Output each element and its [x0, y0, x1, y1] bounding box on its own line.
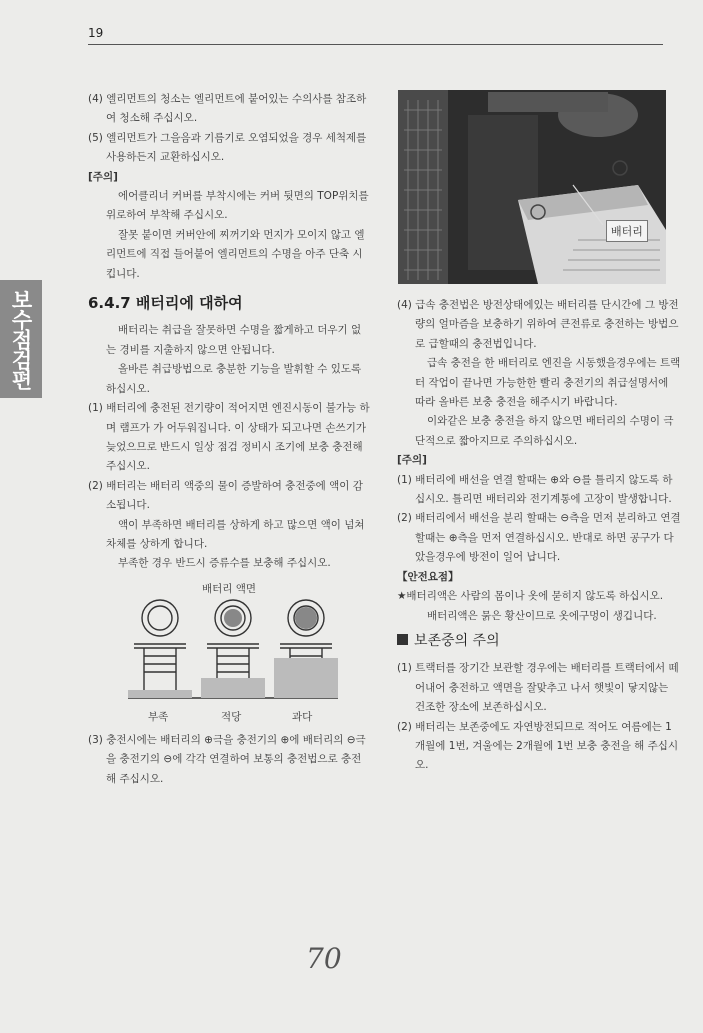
section2-title [397, 632, 681, 651]
para-2b: 액이 부족하면 배터리를 상하게 하고 많으면 액이 넘쳐 차체를 상하게 합니다. [106, 518, 365, 550]
note-text-1: 에어클리너 커버를 부착시에는 커버 뒷면의 TOP위치를 위로하여 부착해 주십시오. [106, 190, 369, 222]
battery-level-diagram [88, 580, 370, 725]
para-4c: 이와같은 보충 충전을 하지 않으면 배터리의 수명이 극단적으로 짧아지므로 주의하십시오. [415, 415, 674, 447]
note-label: [주의] [88, 170, 118, 183]
header-rule [88, 44, 663, 45]
safety-item-1: ★배터리액은 사람의 몸이나 옷에 묻히지 않도록 하십시오. [397, 590, 664, 603]
note-text-2: 잘못 붙이면 커버안에 찌꺼기와 먼지가 모이지 않고 엘리먼트에 직접 들어붙어 엘리먼트의 수명을 아주 단축 시킵니다. [106, 228, 365, 280]
keep-item-1: (1) 트랙터를 장기간 보관할 경우에는 배터리를 트랙터에서 떼어내어 충전하고 액면을 잘맞추고 나서 햇빛이 닿지않는 건조한 장소에 보존하십시오. [397, 662, 679, 714]
label-proper: 적당 [221, 710, 242, 723]
para-1: (1) 배터리에 충전된 전기량이 적어지면 엔진시동이 불가능 하며 램프가 가 어두워집니다. 이 상태가 되고나면 손쓰기가 늦었으므로 반드시 일상 점검 정비시 조기에 보충 충전해 주십시오. [88, 402, 370, 473]
battery-photo-image [398, 90, 666, 284]
para-2: (2) 배터리는 배터리 액중의 물이 증발하여 충전중에 액이 감소됩니다. [88, 479, 363, 512]
para-4b: 급속 충전을 한 배터리로 엔진을 시동했을경우에는 트랙터 작업이 끝나면 가능한한 빨리 충전기의 취급설명서에 따라 올바른 보충 충전을 해주시기 바랍니다. [415, 357, 681, 409]
page-number: 19 [88, 26, 104, 40]
safety-item-1b: 배터리액은 묽은 황산이므로 옷에구멍이 생깁니다. [427, 609, 657, 622]
note-label-2: [주의] [397, 454, 427, 467]
note-item-1: (1) 배터리에 배선을 연결 할때는 ⊕와 ⊖를 틀리지 않도록 하십시오. 틀리면 배터리와 전기계통에 고장이 발생합니다. [397, 473, 673, 506]
label-low: 부족 [148, 710, 169, 723]
item-4: (4) 엘리먼트의 청소는 엘리먼트에 붙어있는 수의사를 참조하여 청소해 주십시오. [88, 93, 367, 125]
keep-item-2: (2) 배터리는 보존중에도 자연방전되므로 적어도 여름에는 1개월에 1번, 겨울에는 2개월에 1번 보충 충전을 해 주십시오. [397, 720, 679, 772]
para-3: (3) 충전시에는 배터리의 ⊕극을 충전기의 ⊕에 배터리의 ⊖극을 충전기의 ⊖에 각각 연결하여 보통의 충전법으로 충전해 주십시오. [88, 733, 366, 785]
safety-label: 【안전요점】 [397, 570, 459, 583]
left-column [88, 90, 370, 789]
battery-cells-svg [128, 598, 338, 706]
section-title: 6.4.7 배터리에 대하여 [88, 294, 243, 313]
section2-title-text: 보존중의 주의 [414, 632, 500, 649]
note-item-2: (2) 배터리에서 배선을 분리 할때는 ⊖측을 먼저 분리하고 연결할때는 ⊕측을 먼저 연결하십시오. 반대로 하면 공구가 다았을경우에 방전이 일어 납니다. [397, 512, 681, 564]
para-2c: 부족한 경우 반드시 증류수를 보충해 주십시오. [118, 557, 331, 570]
square-bullet-icon [397, 634, 408, 645]
item-5: (5) 엘리먼트가 그을음과 기름기로 오염되었을 경우 세척제를 사용하든지 교환하십시오. [88, 131, 367, 164]
battery-photo [398, 90, 666, 284]
photo-label: 배터리 [606, 220, 648, 242]
handwritten-number: 70 [306, 942, 342, 975]
right-column [397, 296, 681, 776]
label-over: 과다 [292, 710, 313, 723]
intro-2: 올바른 취급방법으로 충분한 기능을 발휘할 수 있도록 하십시오. [106, 363, 362, 395]
intro-1: 배터리는 취급을 잘못하면 수명을 짧게하고 더우기 없는 경비를 지출하지 않으면 안됩니다. [106, 324, 362, 356]
diagram-caption: 배터리 액면 [201, 582, 257, 595]
side-tab: 보수점검편 [0, 280, 42, 398]
para-4: (4) 급속 충전법은 방전상태에있는 배터리를 단시간에 그 방전량의 얼마즘을 보충하기 위하여 큰전류로 충전하는 방법으로 급할때의 충전법입니다. [397, 299, 679, 350]
